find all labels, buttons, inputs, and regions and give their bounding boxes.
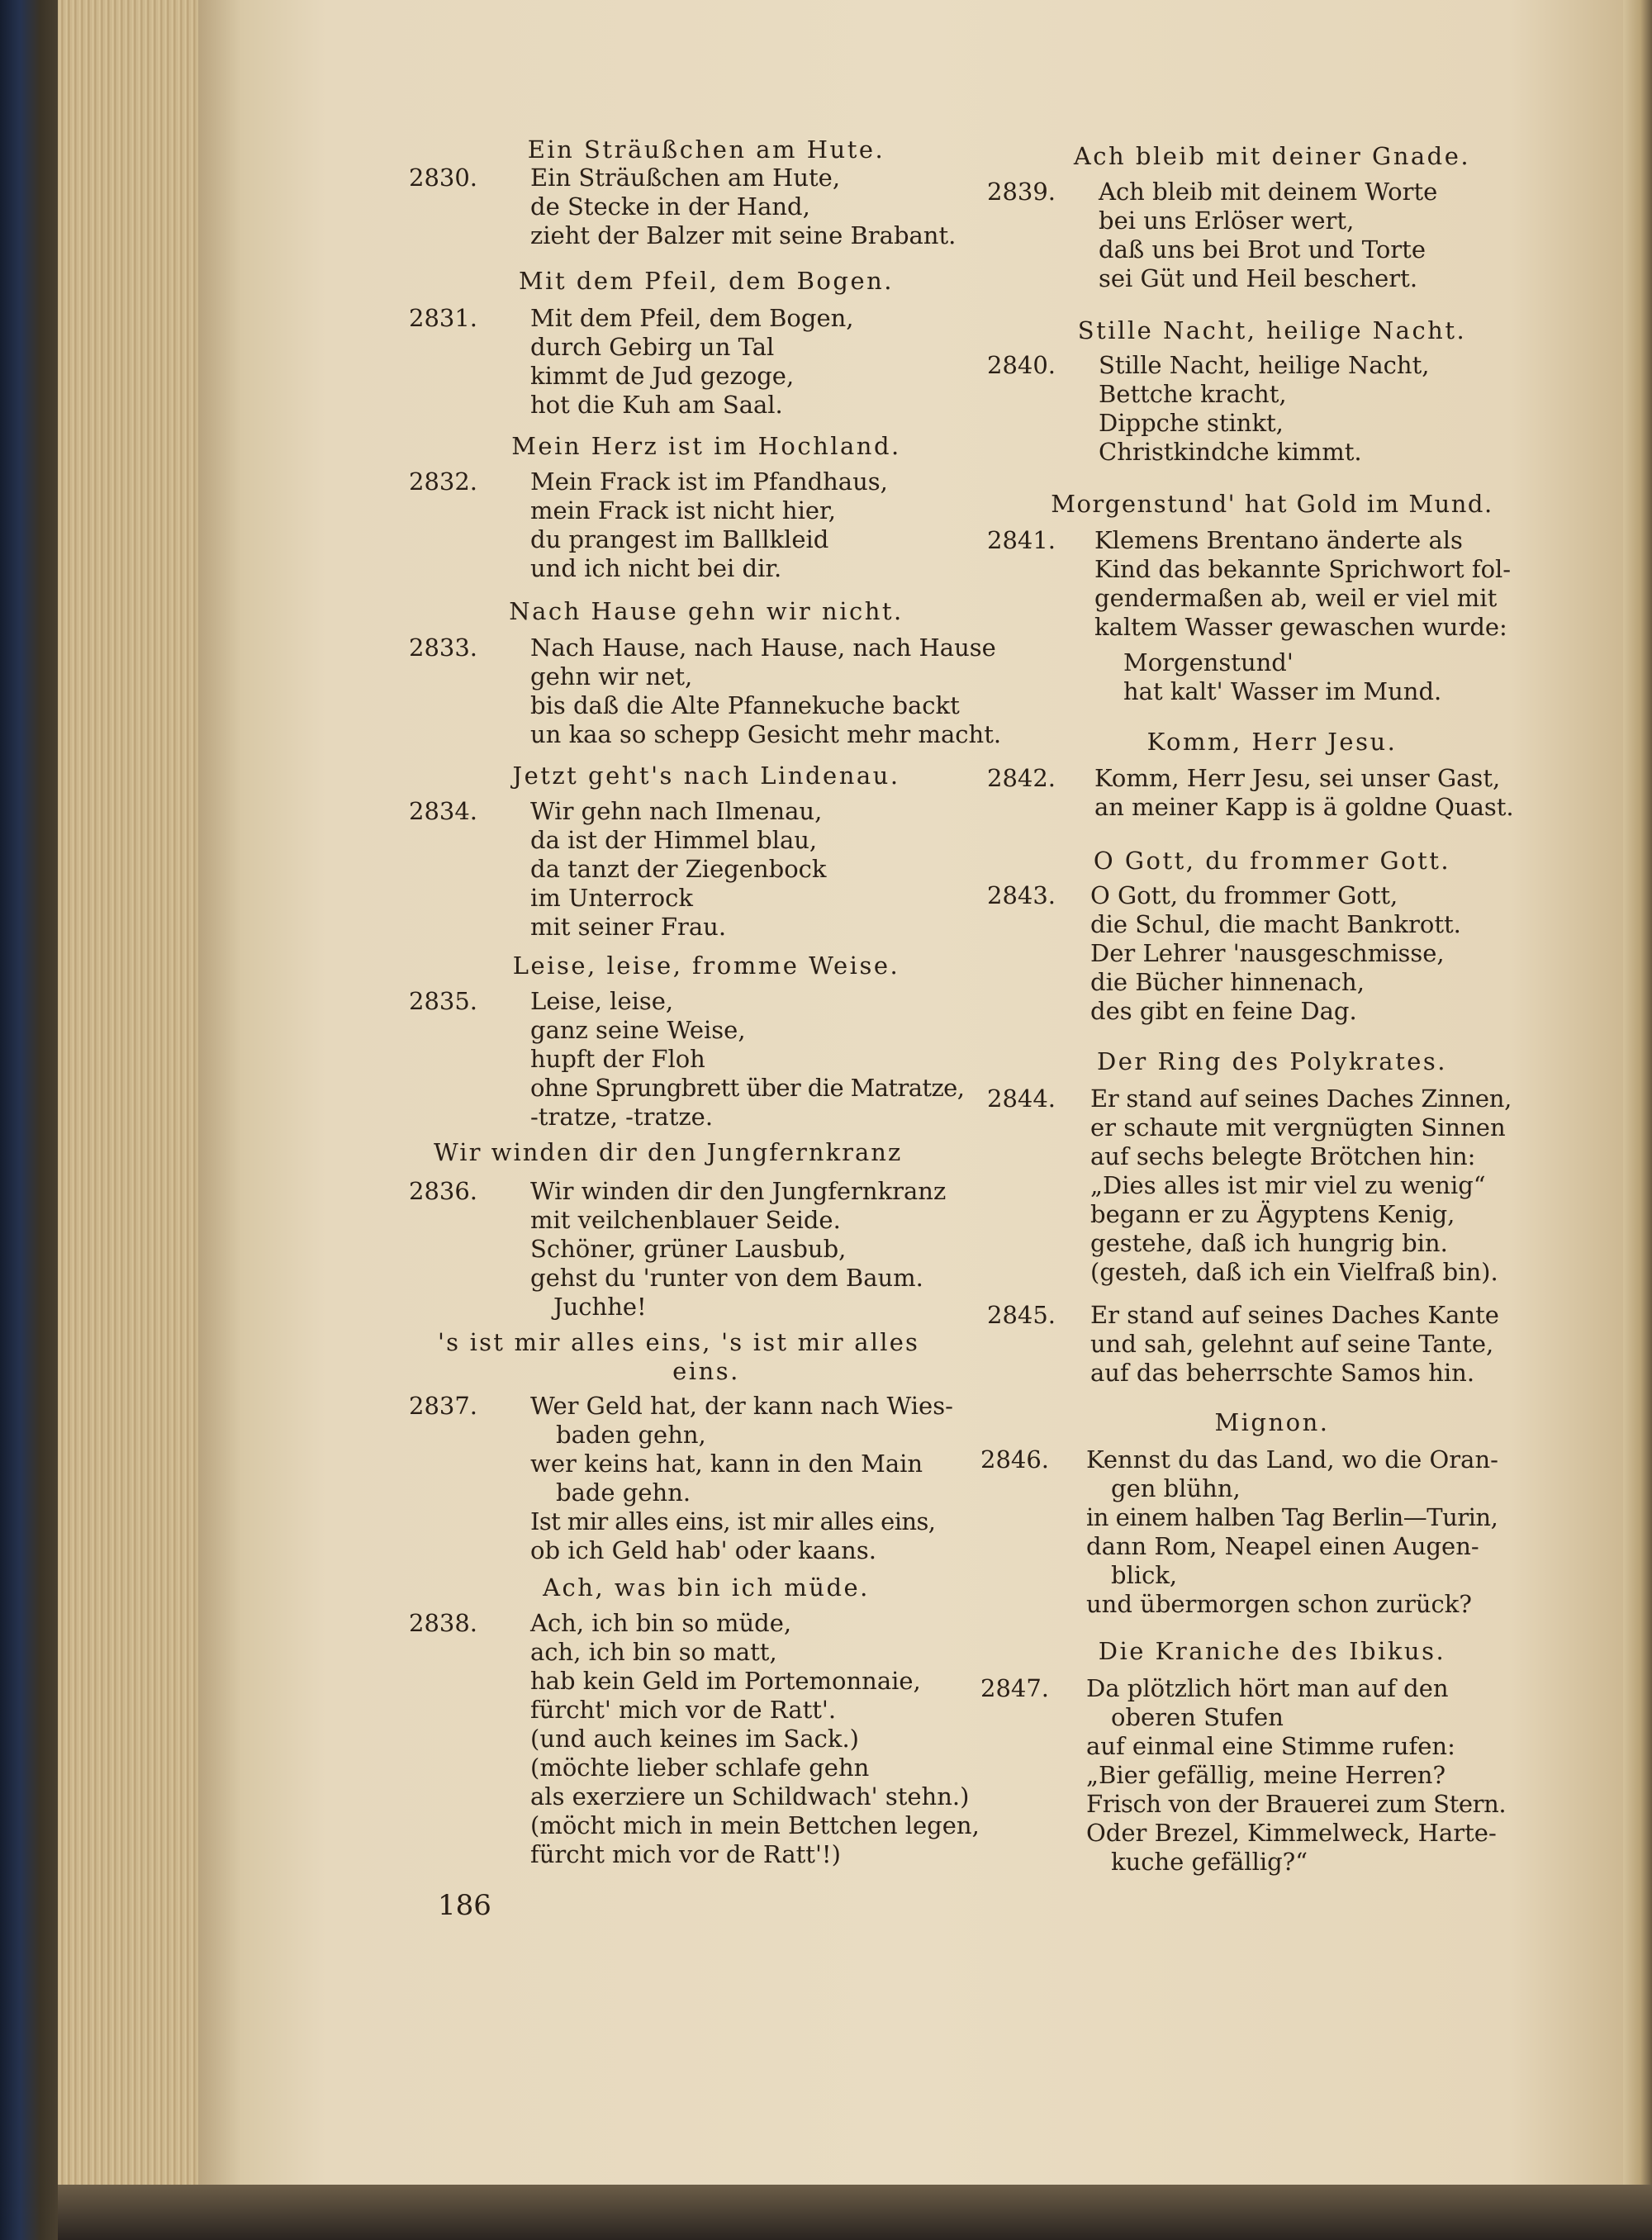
heading: Stille Nacht, heilige Nacht. (1077, 316, 1467, 344)
verse-line: Er stand auf seines Daches Kante (1090, 1301, 1499, 1329)
verse-line: Morgenstund' (1123, 648, 1294, 676)
verse-line: baden gehn, (556, 1421, 706, 1449)
verse-line: sei Güt und Heil beschert. (1099, 264, 1418, 292)
verse-line: Wer Geld hat, der kann nach Wies- (530, 1392, 953, 1420)
heading: Nach Hause gehn wir nicht. (509, 597, 904, 625)
right-page-edge (1623, 0, 1652, 2240)
verse-line: Ist mir alles eins, ist mir alles eins, (530, 1507, 936, 1535)
verse-line: oberen Stufen (1111, 1703, 1284, 1731)
heading: Jetzt geht's nach Lindenau. (512, 762, 900, 790)
verse-line: bade gehn. (556, 1478, 691, 1507)
verse-line: un kaa so schepp Gesicht mehr macht. (530, 720, 1002, 748)
verse-line: mit veilchenblauer Seide. (530, 1206, 841, 1234)
heading: Wir winden dir den Jungfernkranz (434, 1138, 903, 1166)
verse-line: (und auch keines im Sack.) (530, 1725, 859, 1753)
verse-line: blick, (1111, 1561, 1178, 1589)
verse-line: auf einmal eine Stimme rufen: (1086, 1732, 1455, 1760)
verse-line: Da plötzlich hört man auf den (1086, 1674, 1449, 1702)
verse-line: kuche gefällig?“ (1111, 1848, 1308, 1876)
verse-line: da tanzt der Ziegenbock (530, 855, 827, 883)
verse-line: bis daß die Alte Pfannekuche backt (530, 691, 960, 719)
verse-line: kaltem Wasser gewaschen wurde: (1094, 613, 1507, 641)
verse-line: Dippche stinkt, (1099, 409, 1284, 437)
entry-number: 2842. (987, 764, 1056, 792)
verse-line: „Dies alles ist mir viel zu wenig“ (1090, 1171, 1486, 1199)
verse-line: Oder Brezel, Kimmelweck, Harte- (1086, 1819, 1497, 1847)
entry-number: 2840. (987, 351, 1056, 379)
verse-line: (möchte lieber schlafe gehn (530, 1754, 870, 1782)
heading: Morgenstund' hat Gold im Mund. (1051, 490, 1493, 518)
verse-line: wer keins hat, kann in den Main (530, 1450, 923, 1478)
verse-line: auf das beherrschte Samos hin. (1090, 1359, 1475, 1387)
verse-line: mein Frack ist nicht hier, (530, 496, 836, 524)
verse-line: gehn wir net, (530, 662, 693, 691)
verse-line: daß uns bei Brot und Torte (1099, 235, 1426, 263)
verse-line: Christkindche kimmt. (1099, 438, 1362, 466)
verse-line: hot die Kuh am Saal. (530, 391, 783, 419)
verse-line: hab kein Geld im Portemonnaie, (530, 1667, 921, 1695)
verse-line: mit seiner Frau. (530, 913, 727, 941)
book-binding (0, 0, 58, 2240)
verse-line: gen blühn, (1111, 1474, 1241, 1502)
heading: Ach, was bin ich müde. (543, 1573, 870, 1602)
verse-line: und sah, gelehnt auf seine Tante, (1090, 1330, 1494, 1358)
verse-line: ganz seine Weise, (530, 1016, 746, 1044)
entry-number: 2841. (987, 526, 1056, 554)
entry-number: 2846. (980, 1445, 1050, 1474)
verse-line: ach, ich bin so matt, (530, 1638, 777, 1666)
verse-line: bei uns Erlöser wert, (1099, 206, 1355, 235)
verse-line: im Unterrock (530, 884, 693, 912)
verse-line: O Gott, du frommer Gott, (1090, 881, 1398, 909)
verse-line: begann er zu Ägyptens Kenig, (1090, 1200, 1455, 1228)
verse-line: Wir gehn nach Ilmenau, (530, 797, 823, 825)
heading: Komm, Herr Jesu. (1146, 728, 1398, 756)
verse-line: als exerziere un Schildwach' stehn.) (530, 1782, 970, 1811)
verse-line: gehst du 'runter von dem Baum. (530, 1264, 923, 1292)
entry-number: 2834. (409, 797, 478, 825)
heading: Mignon. (1214, 1408, 1330, 1436)
entry-number: 2830. (409, 164, 478, 192)
heading: Leise, leise, fromme Weise. (512, 952, 900, 980)
verse-line: de Stecke in der Hand, (530, 192, 810, 221)
entry-number: 2831. (409, 304, 478, 332)
verse-line: Wir winden dir den Jungfernkranz (530, 1177, 947, 1205)
verse-line: Kind das bekannte Sprichwort fol- (1094, 555, 1512, 583)
verse-line: Nach Hause, nach Hause, nach Hause (530, 634, 996, 662)
verse-line: er schaute mit vergnügten Sinnen (1090, 1113, 1506, 1141)
verse-line: Ach, ich bin so müde, (530, 1609, 792, 1637)
heading: Mit dem Pfeil, dem Bogen. (518, 267, 894, 295)
verse-line: gendermaßen ab, weil er viel mit (1094, 584, 1498, 612)
verse-line: hupft der Floh (530, 1045, 705, 1073)
verse-line: (möcht mich in mein Bettchen legen, (530, 1811, 980, 1839)
verse-line: ohne Sprungbrett über die Matratze, (530, 1074, 965, 1102)
entry-number: 2835. (409, 987, 478, 1015)
page-number: 186 (438, 1889, 491, 1922)
entry-number: 2836. (409, 1177, 478, 1205)
verse-line: und übermorgen schon zurück? (1086, 1590, 1472, 1618)
verse-line: du prangest im Ballkleid (530, 525, 829, 553)
verse-line: in einem halben Tag Berlin—Turin, (1086, 1503, 1498, 1531)
entry-number: 2843. (987, 881, 1056, 909)
verse-line: dann Rom, Neapel einen Augen- (1086, 1532, 1479, 1560)
verse-line: des gibt en feine Dag. (1090, 997, 1357, 1025)
verse-line: -tratze, -tratze. (530, 1103, 714, 1131)
verse-line: Frisch von der Brauerei zum Stern. (1086, 1790, 1507, 1818)
verse-line: Er stand auf seines Daches Zinnen, (1090, 1084, 1512, 1113)
verse-line: ob ich Geld hab' oder kaans. (530, 1536, 876, 1564)
heading: eins. (672, 1357, 740, 1385)
verse-line: hat kalt' Wasser im Mund. (1123, 677, 1442, 705)
verse-line: gestehe, daß ich hungrig bin. (1090, 1229, 1448, 1257)
verse-line: Ach bleib mit deinem Worte (1099, 178, 1438, 206)
verse-line: Komm, Herr Jesu, sei unser Gast, (1094, 764, 1501, 792)
heading: Die Kraniche des Ibikus. (1098, 1637, 1446, 1665)
verse-line: durch Gebirg un Tal (530, 333, 775, 361)
verse-line: an meiner Kapp is ä goldne Quast. (1094, 793, 1514, 821)
verse-line: Mein Frack ist im Pfandhaus, (530, 467, 888, 496)
verse-line: Juchhe! (553, 1293, 647, 1321)
verse-line: da ist der Himmel blau, (530, 826, 818, 854)
entry-number: 2837. (409, 1392, 478, 1420)
entry-number: 2839. (987, 178, 1056, 206)
page-edges (58, 0, 198, 2240)
verse-line: (gesteh, daß ich ein Vielfraß bin). (1090, 1258, 1498, 1286)
verse-line: Klemens Brentano änderte als (1094, 526, 1463, 554)
entry-number: 2847. (980, 1674, 1050, 1702)
entry-number: 2838. (409, 1609, 478, 1637)
verse-line: Kennst du das Land, wo die Oran- (1086, 1445, 1498, 1474)
verse-line: Der Lehrer 'nausgeschmisse, (1090, 939, 1445, 967)
entry-number: 2833. (409, 634, 478, 662)
heading: Der Ring des Polykrates. (1097, 1047, 1447, 1075)
verse-line: Mit dem Pfeil, dem Bogen, (530, 304, 854, 332)
verse-line: Leise, leise, (530, 987, 674, 1015)
heading: 's ist mir alles eins, 's ist mir alles (438, 1328, 920, 1356)
verse-line: Ein Sträußchen am Hute, (530, 164, 841, 192)
verse-line: die Schul, die macht Bankrott. (1090, 910, 1461, 938)
verse-line: Stille Nacht, heilige Nacht, (1099, 351, 1430, 379)
verse-line: und ich nicht bei dir. (530, 554, 782, 582)
heading: O Gott, du frommer Gott. (1093, 847, 1451, 875)
heading: Ein Sträußchen am Hute. (527, 135, 885, 164)
bottom-shadow (58, 2185, 1652, 2240)
verse-line: auf sechs belegte Brötchen hin: (1090, 1142, 1476, 1170)
verse-line: „Bier gefällig, meine Herren? (1086, 1761, 1446, 1789)
verse-line: fürcht mich vor de Ratt'!) (530, 1840, 841, 1868)
entry-number: 2832. (409, 467, 478, 496)
verse-line: die Bücher hinnenach, (1090, 968, 1365, 996)
verse-line: fürcht' mich vor de Ratt'. (530, 1696, 837, 1724)
verse-line: kimmt de Jud gezoge, (530, 362, 795, 390)
verse-line: Bettche kracht, (1099, 380, 1287, 408)
entry-number: 2845. (987, 1301, 1056, 1329)
heading: Mein Herz ist im Hochland. (511, 432, 901, 460)
verse-line: zieht der Balzer mit seine Brabant. (530, 221, 957, 249)
entry-number: 2844. (987, 1084, 1056, 1113)
verse-line: Schöner, grüner Lausbub, (530, 1235, 847, 1263)
heading: Ach bleib mit deiner Gnade. (1073, 142, 1471, 170)
